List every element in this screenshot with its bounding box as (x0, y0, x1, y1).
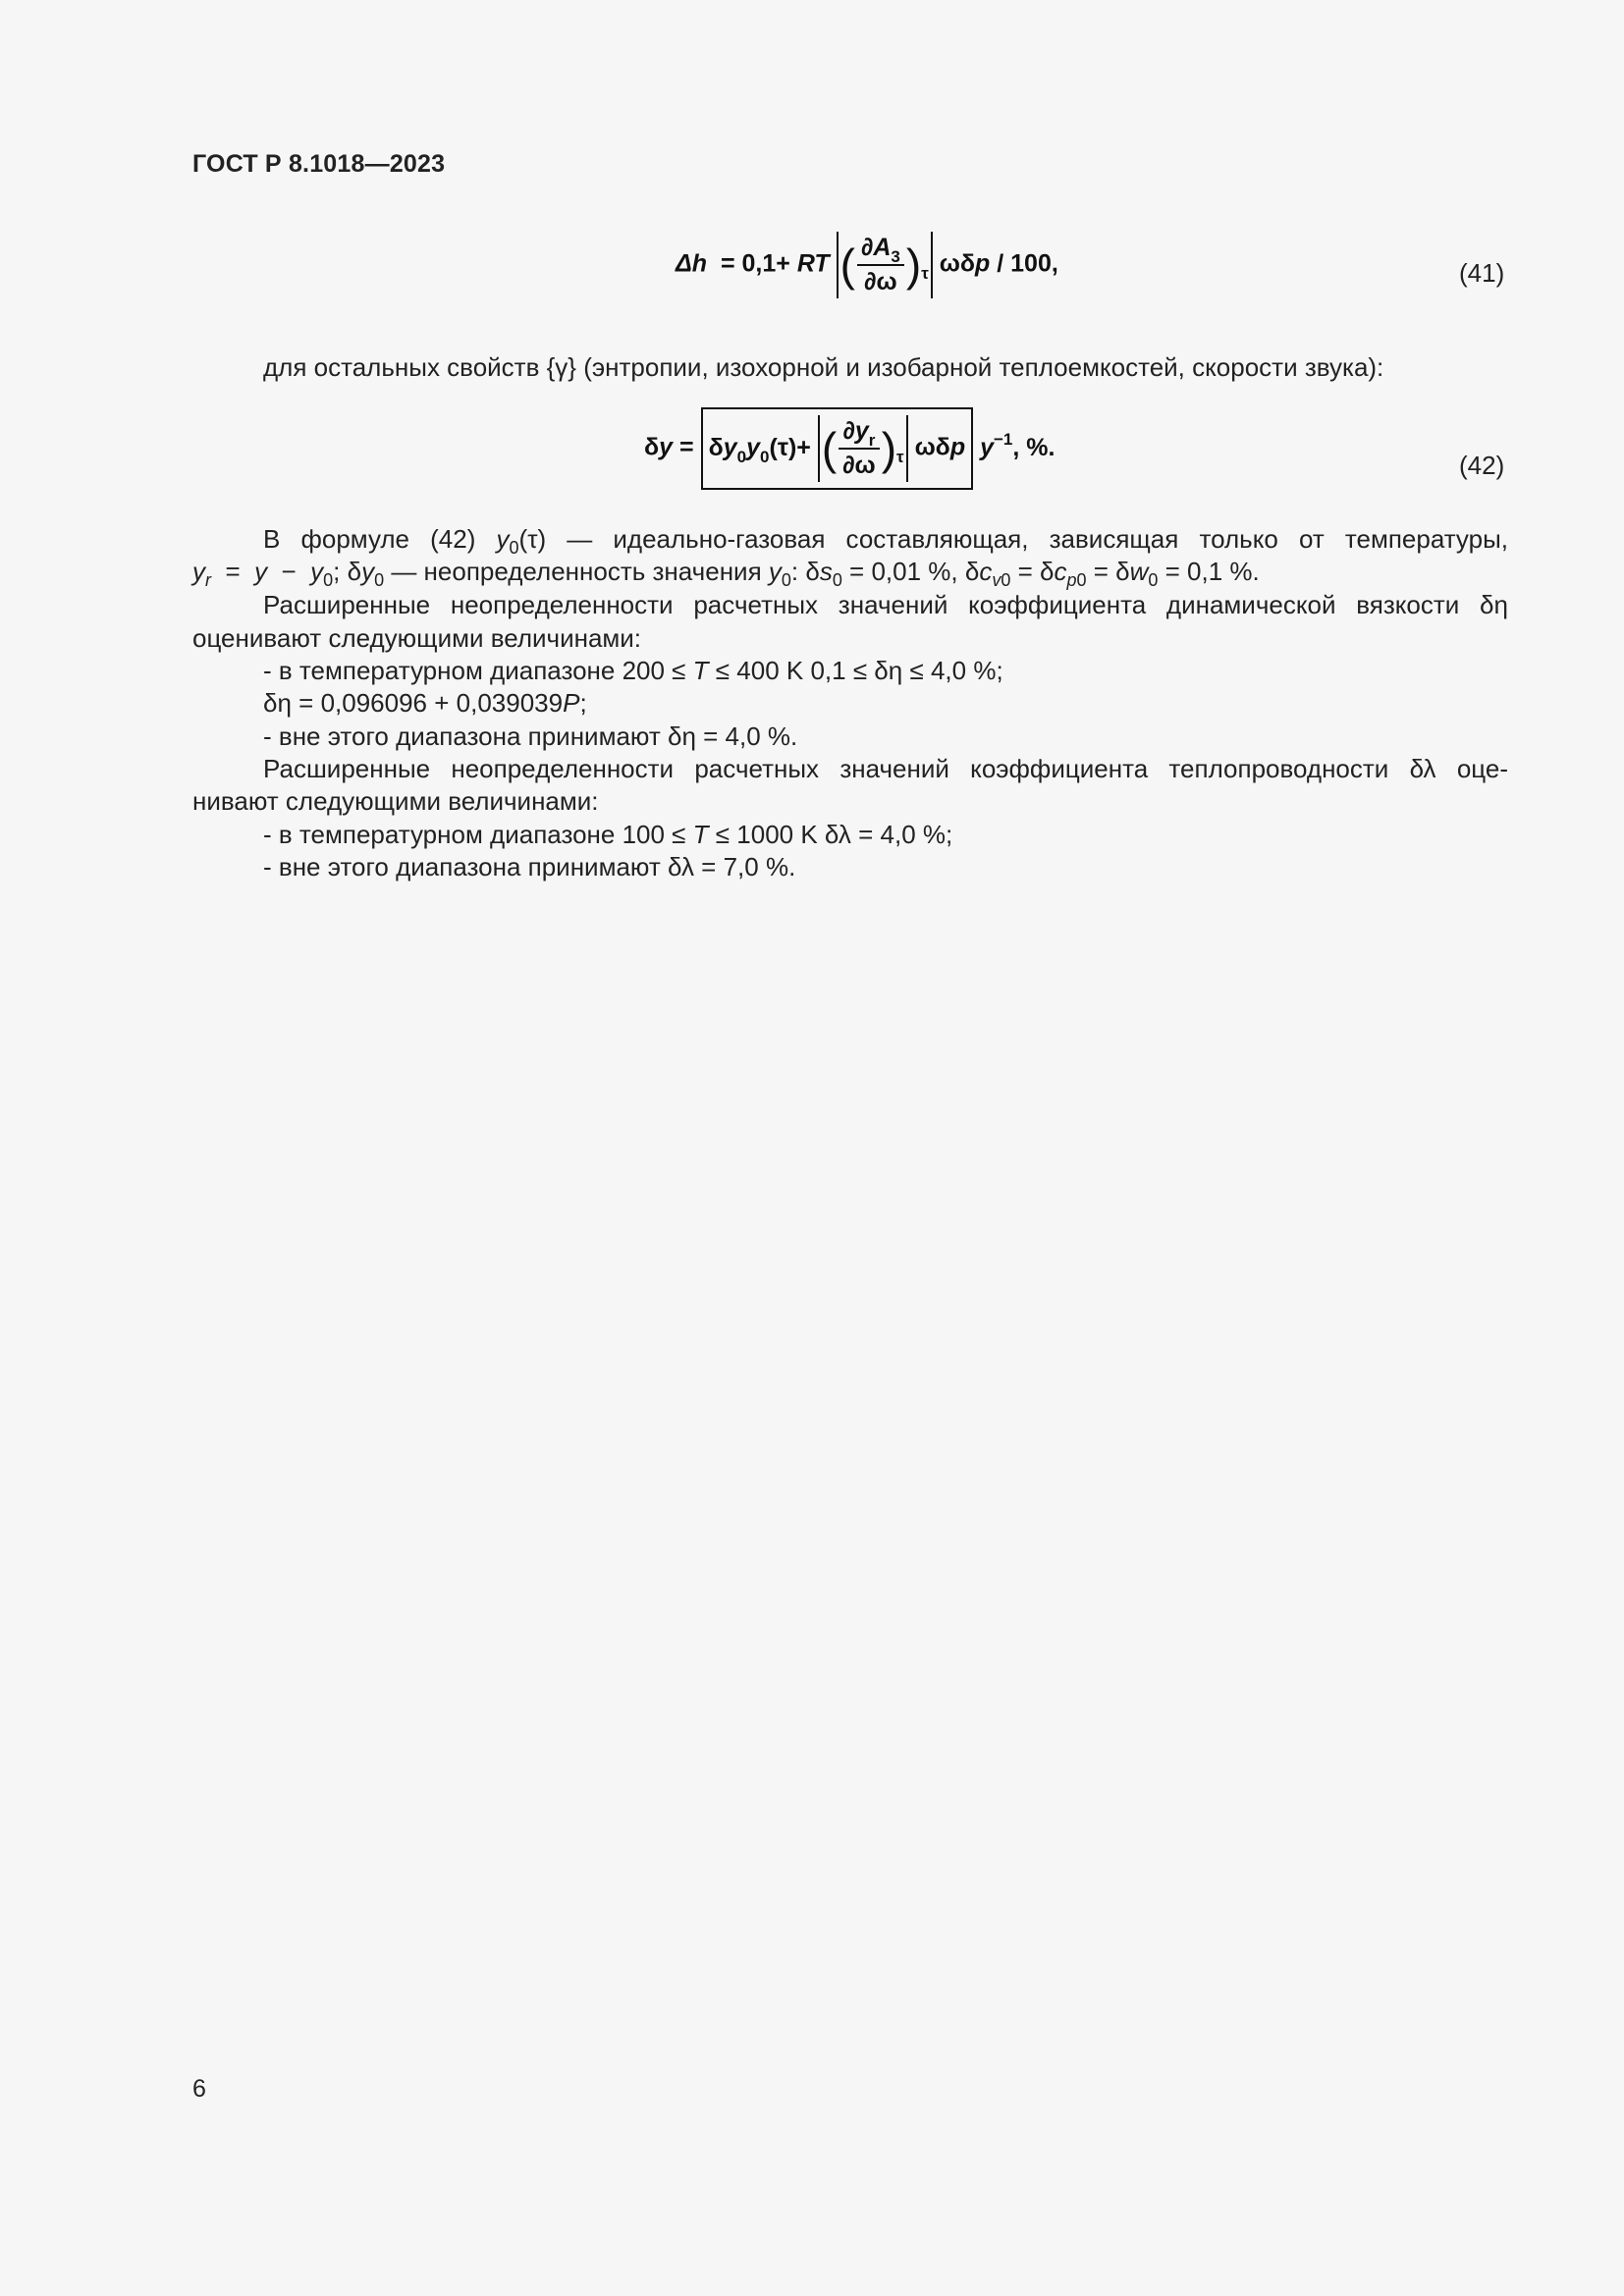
list-item: δη = 0,096096 + 0,039039P; (263, 688, 587, 718)
eq42-lhs: δy = (644, 433, 694, 461)
paragraph-viscosity-line2: оценивают следующими величинами: (192, 623, 642, 653)
eq41-abs: ( $\frac{\partial A_3}{\partial\omega}$ )$_\tau$ (837, 232, 933, 298)
eq42-numerator: $\partial y_r$ (839, 417, 879, 450)
list-item: - в температурном диапазоне 100 ≤ T ≤ 1000 K δλ = 4,0 %; (263, 820, 953, 849)
list-item: - в температурном диапазоне 200 ≤ T ≤ 400 K 0,1 ≤ δη ≤ 4,0 %; (263, 656, 1003, 685)
paragraph-conductivity-line1: Расширенные неопределенности расчетных значений коэффициента теплопроводности δλ оце- (263, 754, 1508, 783)
eq41-denominator: ∂ω (864, 268, 897, 295)
equation-41 (676, 232, 1058, 298)
equation-41-number: (41) (1459, 258, 1505, 288)
equation-42 (644, 407, 1055, 490)
page-number: 6 (192, 2075, 206, 2103)
paragraph-formula-explanation-line2: $y_r = y - y_0$; $\delta y_0$ — неопределенность значения $y_0$: $\delta s_0 = 0,01$ %, $\delta c_{v0} = \delta c_{p0} = \delta w_0 = 0,1$ %. (192, 557, 1260, 590)
equation-42-number: (42) (1459, 451, 1505, 480)
paragraph-formula-explanation-line1: В формуле (42) $y_0(\tau)$ — идеально-газовая составляющая, зависящая только от температуры, (263, 524, 1508, 558)
eq41-sub: τ (921, 263, 929, 283)
eq41-lhs: Δh (676, 249, 708, 278)
eq42-inner: $\delta y_0y_0(\tau)+$ (708, 433, 811, 466)
eq42-fraction (839, 417, 879, 480)
paragraph-properties: для остальных свойств {γ} (энтропии, изохорной и изобарной теплоемкостей, скорости звука): (263, 352, 1384, 382)
document-header: ГОСТ Р 8.1018—2023 (192, 150, 446, 178)
eq41-numerator: $\partial A_3$ (857, 234, 904, 266)
list-item: - вне этого диапазона принимают δλ = 7,0 %. (263, 852, 796, 881)
paragraph-conductivity-line2: нивают следующими величинами: (192, 786, 599, 816)
eq42-after: ωδp (914, 433, 966, 461)
paragraph-viscosity-line1: Расширенные неопределенности расчетных значений коэффициента динамической вязкости δη (263, 590, 1508, 619)
eq42-abs: ( $\frac{\partial y_r}{\partial\omega}$ )$_\tau$ (818, 415, 908, 482)
eq42-bracket (701, 407, 974, 490)
eq41-fraction (857, 234, 904, 296)
eq41-mid: = 0,1+ RT (714, 249, 830, 278)
eq42-tail: $y^{-1}$, %. (980, 429, 1056, 461)
eq42-denominator: ∂ω (842, 452, 876, 479)
eq41-rest: ωδp / 100, (939, 249, 1058, 278)
list-item: - вне этого диапазона принимают δη = 4,0 %. (263, 721, 798, 751)
